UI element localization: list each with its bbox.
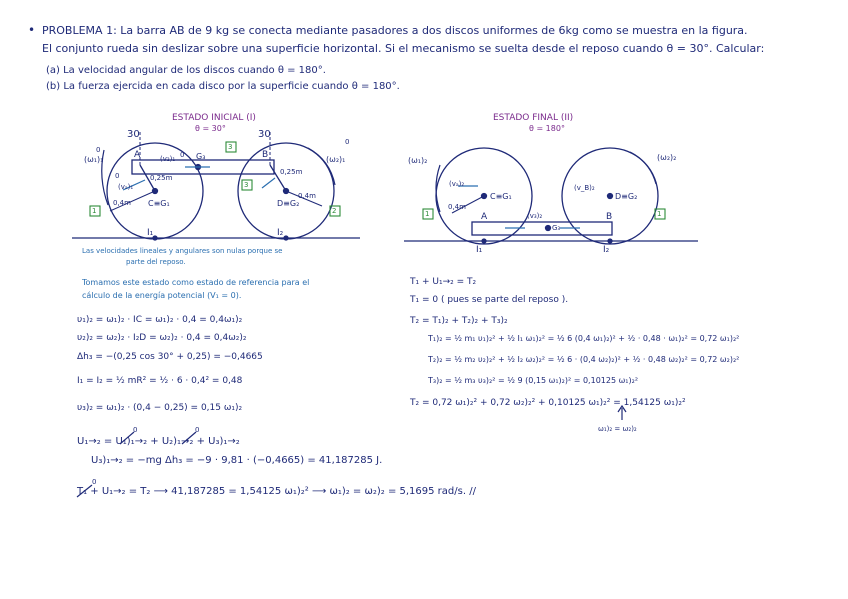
work-zero-2: 0 (195, 426, 200, 434)
t2-sum: T₂ = T₁)₂ + T₂)₂ + T₃)₂ (410, 316, 508, 326)
eq-work-total: U₁→₂ = U₁)₁→₂ + U₂)₁→₂ + U₃)₁→₂ (77, 436, 240, 447)
g3-label: G₃ (196, 152, 206, 161)
omega-equality: ω₁)₂ = ω₂)₂ (598, 425, 637, 433)
note-line-2: parte del reposo. (126, 258, 186, 266)
center-d-2: D≡G₂ (615, 192, 638, 201)
velocity-a1-label: (vₐ)₁ (118, 183, 134, 191)
eq-work-3: U₃)₁→₂ = −mg Δh₃ = −9 · 9,81 · (−0,4665) = 41,187285 J. (91, 455, 383, 466)
center-d: D≡G₂ (277, 199, 300, 208)
note-line-1: Las velocidades lineales y angulares son nulas porque se (82, 247, 283, 255)
ground-i2-2: I₂ (603, 245, 610, 255)
diagram1-theta: θ = 30° (195, 124, 226, 133)
bar-ab-2 (472, 222, 612, 235)
ground-i1: I₁ (147, 228, 154, 238)
g3-label-2: G₃ (552, 224, 561, 232)
t2-total: T₂ = 0,72 ω₁)₂² + 0,72 ω₂)₂² + 0,10125 ω₁)₂² = 1,54125 ω₁)₂² (410, 398, 686, 408)
work-zero-1: 0 (133, 426, 138, 434)
center-c: C≡G₁ (148, 199, 170, 208)
box-label-6: 1 (657, 210, 662, 218)
ground-i1-2: I₁ (476, 245, 483, 255)
point-b: B (262, 150, 269, 160)
eq-v3: υ₃)₂ = ω₁)₂ · (0,4 − 0,25) = 0,15 ω₁)₂ (77, 403, 243, 413)
velocity-a2: (vₐ)₂ (449, 180, 465, 188)
omega-right-2: (ω₂)₂ (657, 153, 677, 162)
t32: T₃)₂ = ½ m₃ υ₃)₂² = ½ 9 (0,15 ω₁)₂)² = 0,10125 ω₁)₂² (428, 376, 639, 385)
diagram-initial-drawing (72, 132, 360, 240)
arm-label-2: 0,25m (150, 174, 173, 182)
eq-inertia: I₁ = I₂ = ½ mR² = ½ · 6 · 0,4² = 0,48 (77, 376, 243, 386)
eq-v2: υ₂)₂ = ω₂)₂ · I₂D = ω₂)₂ · 0,4 = 0,4ω₂)₂ (77, 333, 247, 343)
problem-item-a: (a) La velocidad angular de los discos cuando θ = 180°. (46, 65, 326, 76)
t12: T₁)₂ = ½ m₁ υ₁)₂² + ½ I₁ ω₁)₂² = ½ 6 (0,4 ω₁)₂)² + ½ · 0,48 · ω₁)₂² = 0,72 ω₁)₂² (428, 334, 740, 343)
diagram2-theta: θ = 180° (529, 124, 565, 133)
velocity-3: (v₃)₂ (527, 212, 543, 220)
box-label-1: 1 (92, 207, 97, 215)
problem-line-1: PROBLEMA 1: La barra AB de 9 kg se conecta mediante pasadores a dos discos uniformes de 6kg como se muestra en la figura. (42, 24, 748, 37)
final-result: T₁ + U₁→₂ = T₂ ⟶ 41,187285 = 1,54125 ω₁)₂² ⟶ ω₁)₂ = ω₂)₂ = 5,1695 rad/s. // (77, 486, 476, 497)
box-label-5: 1 (425, 210, 430, 218)
final-zero: 0 (92, 478, 97, 486)
velocity-b2: (v_B)₂ (574, 184, 595, 192)
bullet: • (28, 23, 36, 37)
arm-label: 0,25m (280, 168, 303, 176)
angle-right: 30 (258, 129, 271, 140)
box-label-2: 3 (228, 143, 233, 151)
ground-i2: I₂ (277, 228, 284, 238)
problem-item-b: (b) La fuerza ejercida en cada disco por la superficie cuando θ = 180°. (46, 81, 400, 92)
zero-3: 0 (115, 172, 120, 180)
diagram-final-drawing (404, 148, 698, 244)
intro-line-1: Tomamos este estado como estado de referencia para el (82, 278, 310, 287)
omega-right: (ω₂)₁ (326, 155, 346, 164)
velocity-a-label: (v₂)₁ (160, 155, 176, 163)
zero-2: 0 (345, 138, 350, 146)
eq-dh3: Δh₃ = −(0,25 cos 30° + 0,25) = −0,4665 (77, 352, 263, 362)
center-c-2: C≡G₁ (490, 192, 512, 201)
t22: T₂)₂ = ½ m₂ υ₂)₂² + ½ I₂ ω₂)₂² = ½ 6 · (0,4 ω₂)₂)² + ½ · 0,48 ω₂)₂² = 0,72 ω₂)₂² (428, 355, 740, 364)
problem-line-2: El conjunto rueda sin deslizar sobre una superficie horizontal. Si el mecanismo se suelta desde el reposo cuando θ = 30°. Calcular: (42, 42, 765, 55)
omega-left: (ω₁)₁ (84, 155, 104, 164)
zero-1: 0 (96, 146, 101, 154)
diagram1-title: ESTADO INICIAL (I) (172, 113, 256, 123)
omega-left-2: (ω₁)₂ (408, 156, 428, 165)
point-a: A (134, 150, 141, 160)
point-b-2: B (606, 212, 613, 222)
radius-left: 0,4m (113, 199, 131, 207)
eq-v1: υ₁)₂ = ω₁)₂ · IC = ω₁)₂ · 0,4 = 0,4ω₁)₂ (77, 315, 243, 325)
diagram2-title: ESTADO FINAL (II) (493, 113, 574, 123)
energy-eq: T₁ + U₁→₂ = T₂ (410, 277, 477, 287)
t1-zero: T₁ = 0 ( pues se parte del reposo ). (410, 295, 569, 305)
box-label-3: 2 (332, 207, 337, 215)
radius-2: 0,4m (448, 203, 466, 211)
box-label-4: 3 (244, 181, 249, 189)
radius-right: 0,4m (298, 192, 316, 200)
zero-4: 0 (180, 151, 185, 159)
angle-left: 30 (127, 129, 140, 140)
intro-line-2: cálculo de la energía potencial (V₁ = 0). (82, 291, 242, 300)
point-a-2: A (481, 212, 488, 222)
